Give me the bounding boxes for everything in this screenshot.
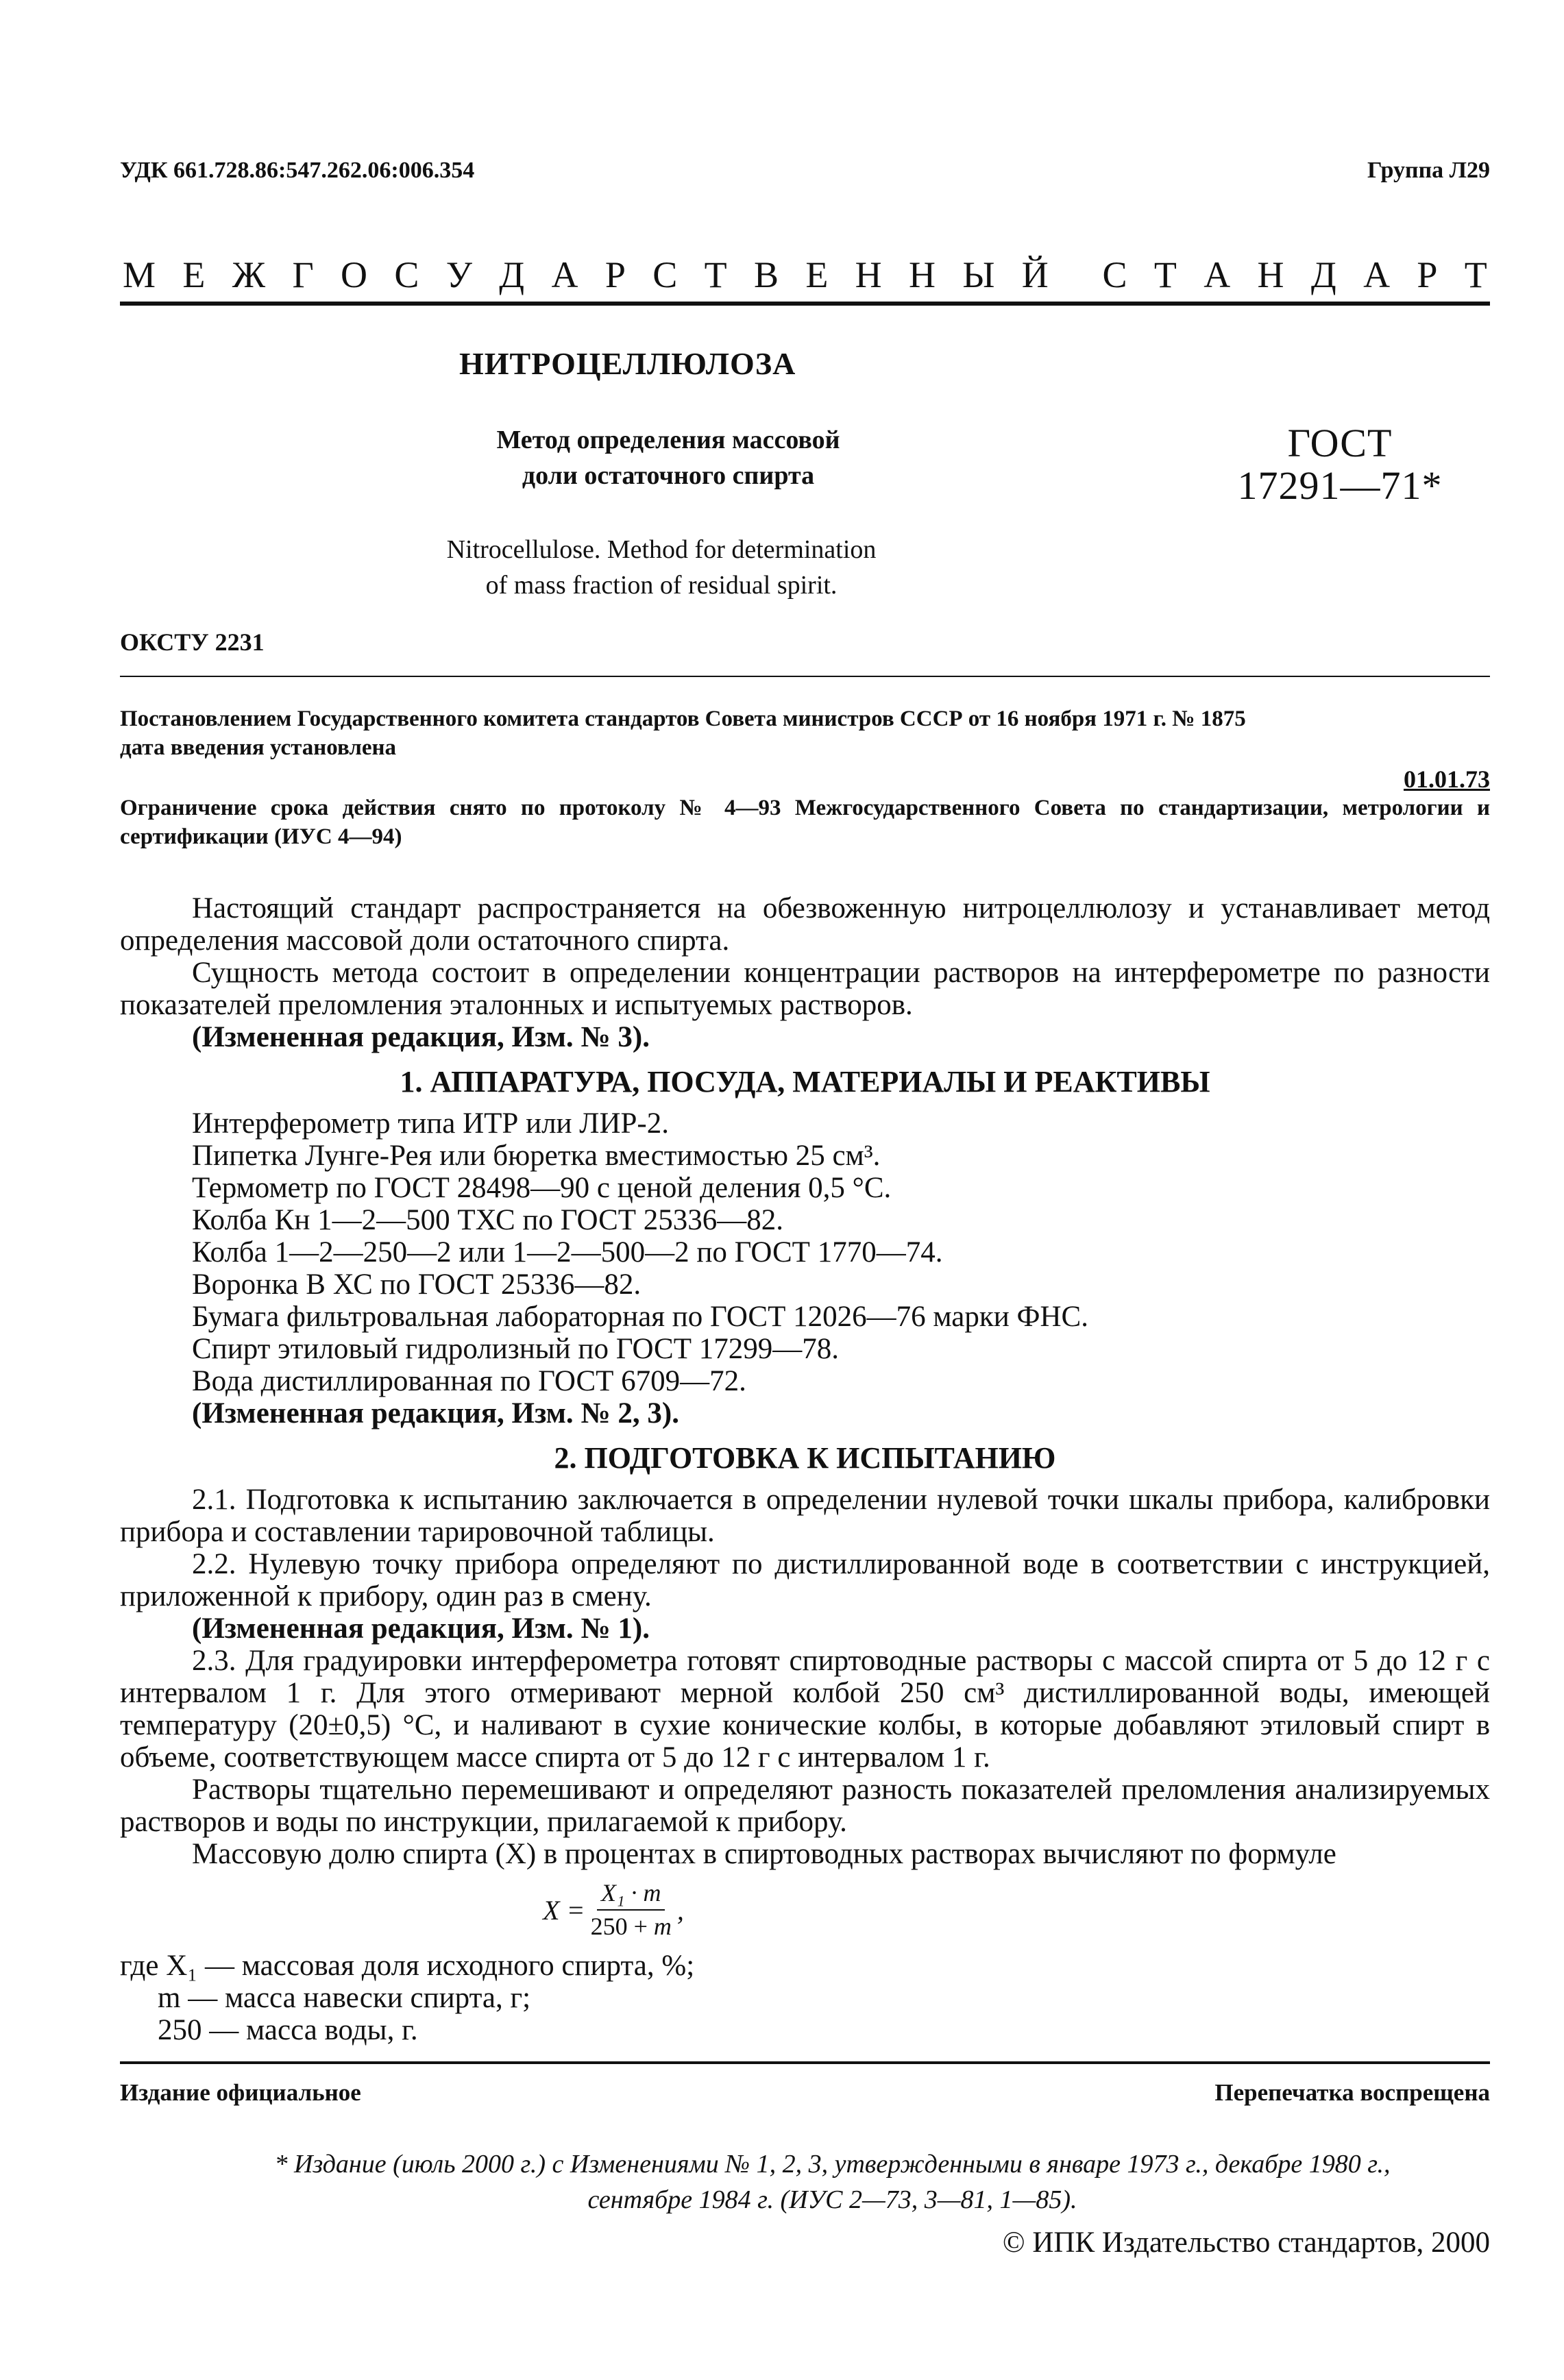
intro-amendment: (Измененная редакция, Изм. № 3). <box>192 1021 650 1053</box>
title-letter: Й <box>1021 254 1049 295</box>
formula-denominator-variable: m <box>653 1913 672 1940</box>
gost-number: 17291—71* <box>1237 463 1443 508</box>
title-letter: Г <box>292 254 314 295</box>
formula-denominator-number: 250 + <box>590 1913 648 1940</box>
introduction-date: 01.01.73 <box>1404 765 1490 793</box>
method-title-line2: доли остаточного спирта <box>522 461 815 490</box>
decree-line2: дата введения установлена <box>120 735 397 760</box>
equipment-list <box>120 1107 1490 1397</box>
clause-2-3-formula-intro: Массовую долю спирта (X) в процентах в спиртоводных растворах вычисляют по формуле <box>192 1838 1336 1870</box>
clause-2-2: 2.2. Нулевую точку прибора определяют по дистиллированной воде в соответствии с инструкцией, приложенной к прибору, один раз в смену. <box>120 1548 1490 1612</box>
legend-250: 250 — масса воды, г. <box>158 2014 418 2046</box>
formula-numerator: X₁ · m <box>597 1877 665 1911</box>
title-letter: У <box>445 254 472 295</box>
legend-m: m — масса навески спирта, г; <box>158 1982 531 2014</box>
decree-block <box>120 704 1490 762</box>
decree-line1: Постановлением Государственного комитета стандартов Совета министров СССР от 16 ноября 1971 г. № 1875 <box>120 707 1246 731</box>
title-block <box>120 306 1490 676</box>
title-letter: А <box>1203 254 1231 295</box>
formula-legend <box>120 1950 1490 2046</box>
equipment-item: Колба Кн 1—2—500 ТХС по ГОСТ 25336—82. <box>192 1204 784 1236</box>
edition-note-line1: * Издание (июль 2000 г.) с Изменениями № 1, 2, 3, утвержденными в январе 1973 г., декабре 1980 г., <box>274 2150 1391 2179</box>
formula-denominator <box>591 1911 672 1943</box>
edition-note <box>120 2146 1490 2218</box>
clause-2-1: 2.1. Подготовка к испытанию заключается в определении нулевой точки шкалы прибора, калибровки прибора и составлении тарировочной таблицы. <box>120 1484 1490 1548</box>
standard-type-title <box>120 254 1490 296</box>
title-letter: Н <box>909 254 936 295</box>
title-letter: Т <box>1153 254 1177 295</box>
title-letter: С <box>1102 254 1127 295</box>
title-letter: В <box>753 254 779 295</box>
title-letter: А <box>551 254 578 295</box>
title-letter: Р <box>1417 254 1438 295</box>
validity-limit-note: Ограничение срока действия снято по протоколу № 4—93 Межгосударственного Совета по стандартизации, метрологии и сертификации (ИУС 4—94) <box>120 796 1490 849</box>
equipment-item: Колба 1—2—250—2 или 1—2—500—2 по ГОСТ 1770—74. <box>192 1236 943 1268</box>
equipment-item: Бумага фильтровальная лабораторная по ГОСТ 12026—76 марки ФНС. <box>192 1301 1088 1333</box>
title-letter: Т <box>1464 254 1487 295</box>
method-title <box>421 422 915 493</box>
title-letter: С <box>394 254 419 295</box>
header-row <box>120 158 1490 206</box>
title-letter: Ж <box>232 254 266 295</box>
formula-tail: , <box>676 1894 684 1926</box>
footer-row <box>120 2079 1490 2107</box>
title-letter: Ы <box>962 254 995 295</box>
gost-designation <box>1217 422 1463 507</box>
equipment-item: Вода дистиллированная по ГОСТ 6709—72. <box>192 1365 746 1397</box>
section-1-title: 1. АППАРАТУРА, ПОСУДА, МАТЕРИАЛЫ И РЕАКТИВЫ <box>400 1065 1210 1099</box>
mass-fraction-formula <box>476 1877 750 1943</box>
equipment-item: Воронка В ХС по ГОСТ 25336—82. <box>192 1268 642 1301</box>
formula-lhs: X = <box>543 1894 585 1926</box>
method-title-line1: Метод определения массовой <box>496 426 840 454</box>
title-letter: Р <box>604 254 626 295</box>
equipment-item: Пипетка Лунге-Рея или бюретка вместимостью 25 см³. <box>192 1140 881 1172</box>
title-letter: Д <box>499 254 525 295</box>
footer-rule <box>120 2061 1490 2064</box>
section-1-amendment: (Измененная редакция, Изм. № 2, 3). <box>192 1397 679 1430</box>
okstu-code: ОКСТУ 2231 <box>120 628 265 656</box>
equipment-item: Термометр по ГОСТ 28498—90 с ценой деления 0,5 °С. <box>192 1172 892 1204</box>
title-letter: Д <box>1310 254 1336 295</box>
title-letter: Н <box>1257 254 1284 295</box>
equipment-item: Интерферометр типа ИТР или ЛИР-2. <box>192 1107 669 1140</box>
clause-2-3-mixing: Растворы тщательно перемешивают и определяют разность показателей преломления анализируемых растворов и воды по инструкции, прилагаемой к прибору. <box>120 1774 1490 1838</box>
equipment-item: Спирт этиловый гидролизный по ГОСТ 17299—78. <box>192 1333 840 1365</box>
english-title-line2: of mass fraction of residual spirit. <box>485 571 838 600</box>
english-title <box>380 532 942 603</box>
title-letter: М <box>123 254 156 295</box>
section-2-title: 2. ПОДГОТОВКА К ИСПЫТАНИЮ <box>554 1441 1056 1475</box>
product-name: НИТРОЦЕЛЛЮЛОЗА <box>459 346 796 381</box>
title-letter: Е <box>805 254 829 295</box>
legend-x1: где X₁ — массовая доля исходного спирта, %; <box>120 1950 695 1982</box>
udk-code: УДК 661.728.86:547.262.06:006.354 <box>120 158 475 183</box>
title-letter: С <box>652 254 678 295</box>
formula-fraction <box>591 1877 672 1943</box>
gost-label: ГОСТ <box>1287 421 1393 465</box>
title-letter: Т <box>704 254 727 295</box>
intro-paragraph-1: Настоящий стандарт распространяется на обезвоженную нитроцеллюлозу и устанавливает метод определения массовой доли остаточного спирта. <box>120 892 1490 957</box>
title-letter: Н <box>855 254 882 295</box>
title-letter: А <box>1363 254 1391 295</box>
english-title-line1: Nitrocellulose. Method for determination <box>446 535 877 564</box>
section-2-amendment: (Измененная редакция, Изм. № 1). <box>192 1612 650 1645</box>
copyright: © ИПК Издательство стандартов, 2000 <box>1002 2226 1490 2259</box>
edition-note-line2: сентябре 1984 г. (ИУС 2—73, 3—81, 1—85). <box>587 2185 1077 2214</box>
official-edition-label: Издание официальное <box>120 2079 361 2106</box>
title-letter: Е <box>182 254 206 295</box>
group-code: Группа Л29 <box>1367 158 1490 183</box>
document-body <box>120 892 1490 2046</box>
clause-2-3: 2.3. Для градуировки интерферометра готовят спиртоводные растворы с массой спирта от 5 до 12 г с интервалом 1 г. Для этого отмеривают мерной колбой 250 см³ дистиллированной воды, имеющей температуру (20±0,5) °С, и наливают в сухие конические колбы, в которые добавляют этиловый спирт в объеме, соответствующем массе спирта от 5 до 12 г с интервалом 1 г. <box>120 1645 1490 1774</box>
title-rule <box>120 676 1490 677</box>
intro-paragraph-2: Сущность метода состоит в определении концентрации растворов на интерферометре по разности показателей преломления эталонных и испытуемых растворов. <box>120 957 1490 1021</box>
reprint-prohibited-label: Перепечатка воспрещена <box>1214 2079 1490 2106</box>
title-letter: О <box>341 254 367 295</box>
